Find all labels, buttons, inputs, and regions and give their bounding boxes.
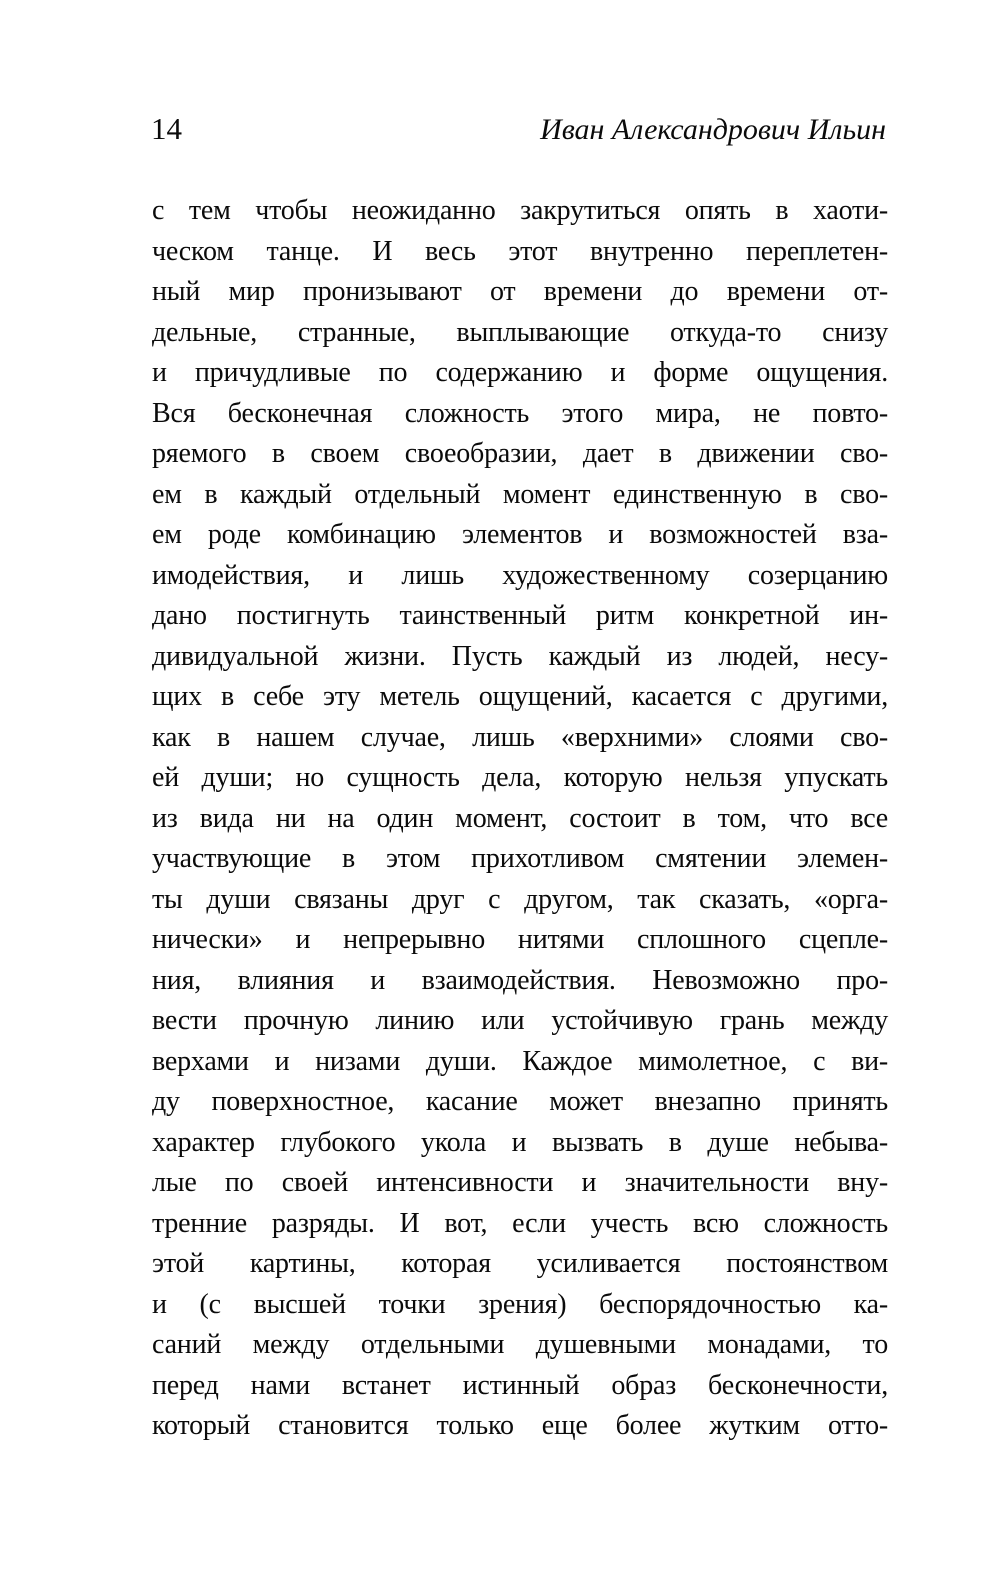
page-header [0,0,1000,147]
text-line: и (с высшей точки зрения) беспорядочностью ка- [152,1288,888,1320]
text-line: саний между отдельными душевными монадами, то [152,1329,888,1360]
body-text [0,147,1000,1447]
text-line: ду поверхностное, касание может внезапно принять [152,1086,888,1117]
text-line: дивидуальной жизни. Пусть каждый из людей, несу- [152,640,888,672]
text-line: лые по своей интенсивности и значительности вну- [152,1167,888,1198]
text-line: ный мир пронизывают от времени до времени от- [152,276,888,307]
text-line: вести прочную линию или устойчивую грань между [152,1005,888,1036]
text-line: дельные, странные, выплывающие откуда-то снизу [152,316,888,348]
text-line: с тем чтобы неожиданно закрутиться опять в хаоти- [152,195,888,226]
text-line: ческом танце. И весь этот внутренно переплетен- [152,235,888,267]
text-line: ей души; но сущность дела, которую нельзя упускать [152,762,888,793]
text-line: Вся бесконечная сложность этого мира, не повто- [152,397,888,429]
text-line: перед нами встанет истинный образ бесконечности, [152,1369,888,1401]
page-number: 14 [151,111,182,146]
text-line: ряемого в своем своеобразии, дает в движении сво- [152,438,888,469]
text-line: имодействия, и лишь художественному созерцанию [152,559,888,591]
text-line: который становится только еще более жутким отто- [152,1410,888,1441]
text-line: верхами и низами души. Каждое мимолетное, с ви- [152,1045,888,1077]
text-line: ем в каждый отдельный момент единственную в сво- [152,478,888,510]
text-line: этой картины, которая усиливается постоянством [152,1248,888,1279]
text-line: из вида ни на один момент, состоит в том, что все [152,802,888,834]
text-line: тренние разряды. И вот, если учесть всю сложность [152,1207,888,1239]
text-line: характер глубокого укола и вызвать в душе небыва- [152,1126,888,1158]
text-line: нически» и непрерывно нитями сплошного сцепле- [152,924,888,955]
text-line: и причудливые по содержанию и форме ощущения. [152,357,888,388]
text-line: ния, влияния и взаимодействия. Невозможно про- [152,964,888,996]
text-line: как в нашем случае, лишь «верхними» слоями сво- [152,721,888,753]
text-line: ты души связаны друг с другом, так сказать, «орга- [152,883,888,915]
text-line: щих в себе эту метель ощущений, касается с другими, [152,681,888,712]
text-line: участвующие в этом прихотливом смятении элемен- [152,843,888,874]
text-line: ем роде комбинацию элементов и возможностей вза- [152,519,888,550]
text-line: дано постигнуть таинственный ритм конкретной ин- [152,600,888,631]
running-title: Иван Александрович Ильин [540,113,886,146]
